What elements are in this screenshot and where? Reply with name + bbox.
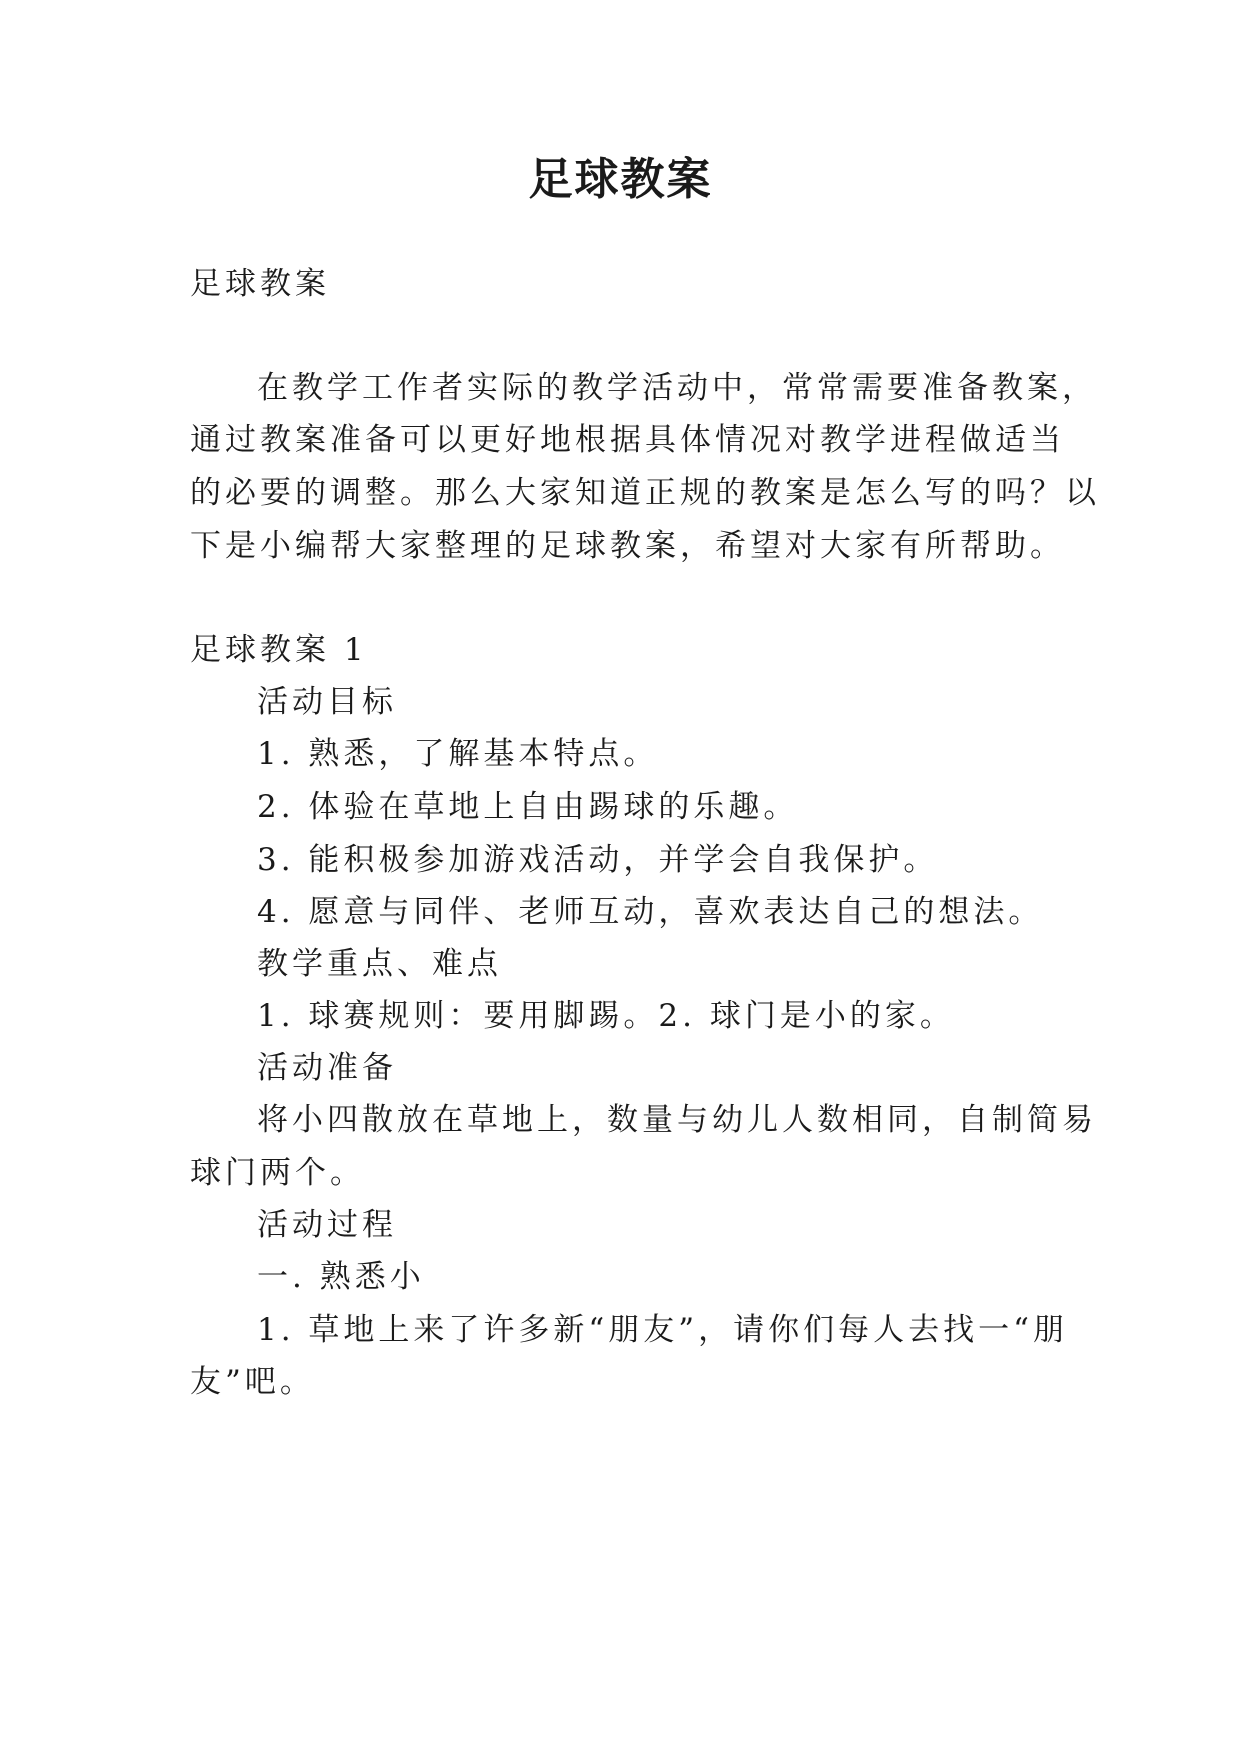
prep-heading: 活动准备 bbox=[257, 1050, 397, 1086]
goal-item-4: 4. 愿意与同伴、老师互动，喜欢表达自己的想法。 bbox=[257, 894, 1044, 930]
intro-line-2: 通过教案准备可以更好地根据具体情况对教学进程做适当 bbox=[190, 422, 1065, 458]
intro-line-1: 在教学工作者实际的教学活动中，常常需要准备教案， bbox=[257, 370, 1097, 406]
goal-item-3: 3. 能积极参加游戏活动，并学会自我保护。 bbox=[257, 842, 939, 878]
goal-item-1: 1. 熟悉，了解基本特点。 bbox=[257, 736, 659, 772]
section-title: 足球教案 1 bbox=[190, 632, 368, 668]
process-step: 一. 熟悉小 bbox=[257, 1259, 425, 1295]
key-points-heading: 教学重点、难点 bbox=[257, 946, 502, 982]
goal-item-2: 2. 体验在草地上自由踢球的乐趣。 bbox=[257, 789, 799, 825]
document-title: 足球教案 bbox=[528, 154, 713, 205]
intro-line-3: 的必要的调整。那么大家知道正规的教案是怎么写的吗？以 bbox=[190, 475, 1100, 511]
process-heading: 活动过程 bbox=[257, 1207, 397, 1243]
prep-line-1: 将小四散放在草地上，数量与幼儿人数相同，自制简易 bbox=[257, 1102, 1097, 1138]
prep-line-2: 球门两个。 bbox=[190, 1155, 365, 1191]
process-item-line-2: 友”吧。 bbox=[190, 1364, 315, 1400]
activity-goal-heading: 活动目标 bbox=[257, 684, 397, 720]
process-item-line-1: 1. 草地上来了许多新“朋友”，请你们每人去找一“朋 bbox=[257, 1312, 1068, 1348]
intro-line-4: 下是小编帮大家整理的足球教案，希望对大家有所帮助。 bbox=[190, 528, 1065, 564]
document-subtitle: 足球教案 bbox=[190, 266, 330, 302]
key-points-text: 1. 球赛规则：要用脚踢。2. 球门是小的家。 bbox=[257, 998, 955, 1034]
